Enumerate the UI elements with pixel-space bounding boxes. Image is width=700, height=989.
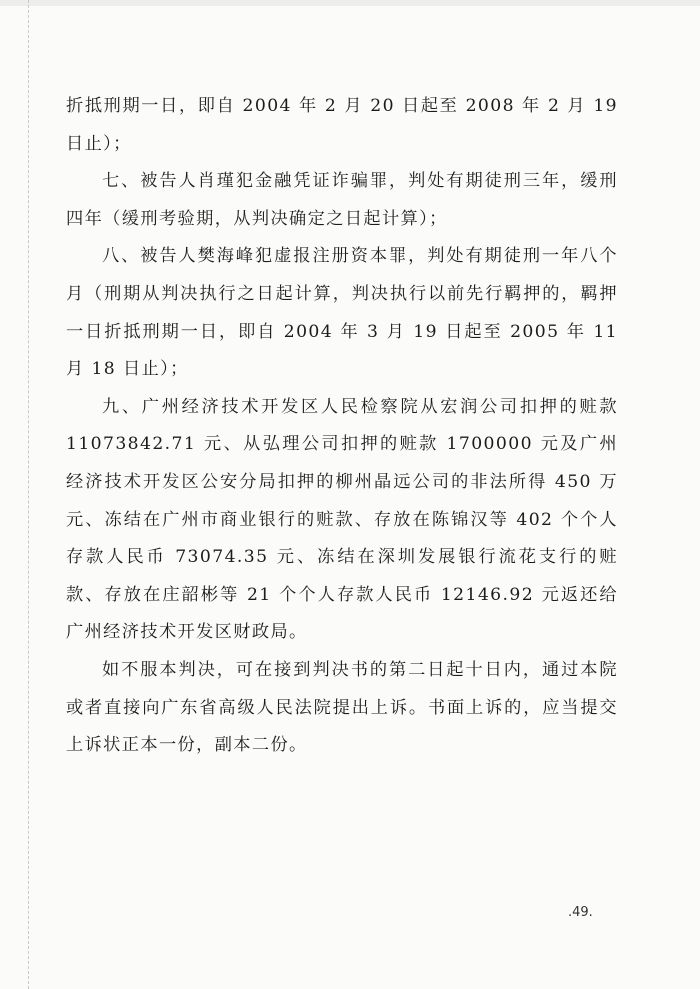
scan-top-edge <box>0 0 700 6</box>
paragraph-item-8: 八、被告人樊海峰犯虚报注册资本罪，判处有期徒刑一年八个月（刑期从判决执行之日起计算，判决执行以前先行羁押的，羁押一日折抵刑期一日，即自 2004 年 3 月 19 日起至 2005 年 11 月 18 日止）； <box>66 246 618 380</box>
paragraph-item-9: 九、广州经济技术开发区人民检察院从宏润公司扣押的赃款 11073842.71 元、从弘理公司扣押的赃款 1700000 元及广州经济技术开发区公安分局扣押的柳州晶远公司的非法所得 450 万元、冻结在广州市商业银行的赃款、存放在陈锦汉等 402 个个人存款人民币 73074.35 元、冻结在深圳发展银行流花支行的赃款、存放在庄韶彬等 21 个个人存款人民币 12146.92 元返还给广州经济技术开发区财政局。 <box>66 396 618 643</box>
judgment-text <box>66 88 618 765</box>
paragraph-appeal-notice: 如不服本判决，可在接到判决书的第二日起十日内，通过本院或者直接向广东省高级人民法院提出上诉。书面上诉的，应当提交上诉状正本一份，副本二份。 <box>66 659 618 756</box>
paragraph-item-7: 七、被告人肖瑾犯金融凭证诈骗罪，判处有期徒刑三年，缓刑四年（缓刑考验期，从判决确定之日起计算）； <box>66 171 618 229</box>
page-number: .49. <box>568 905 593 920</box>
binding-margin-line <box>28 0 29 989</box>
paragraph-continuation: 折抵刑期一日，即自 2004 年 2 月 20 日起至 2008 年 2 月 19 日止）； <box>66 96 618 154</box>
